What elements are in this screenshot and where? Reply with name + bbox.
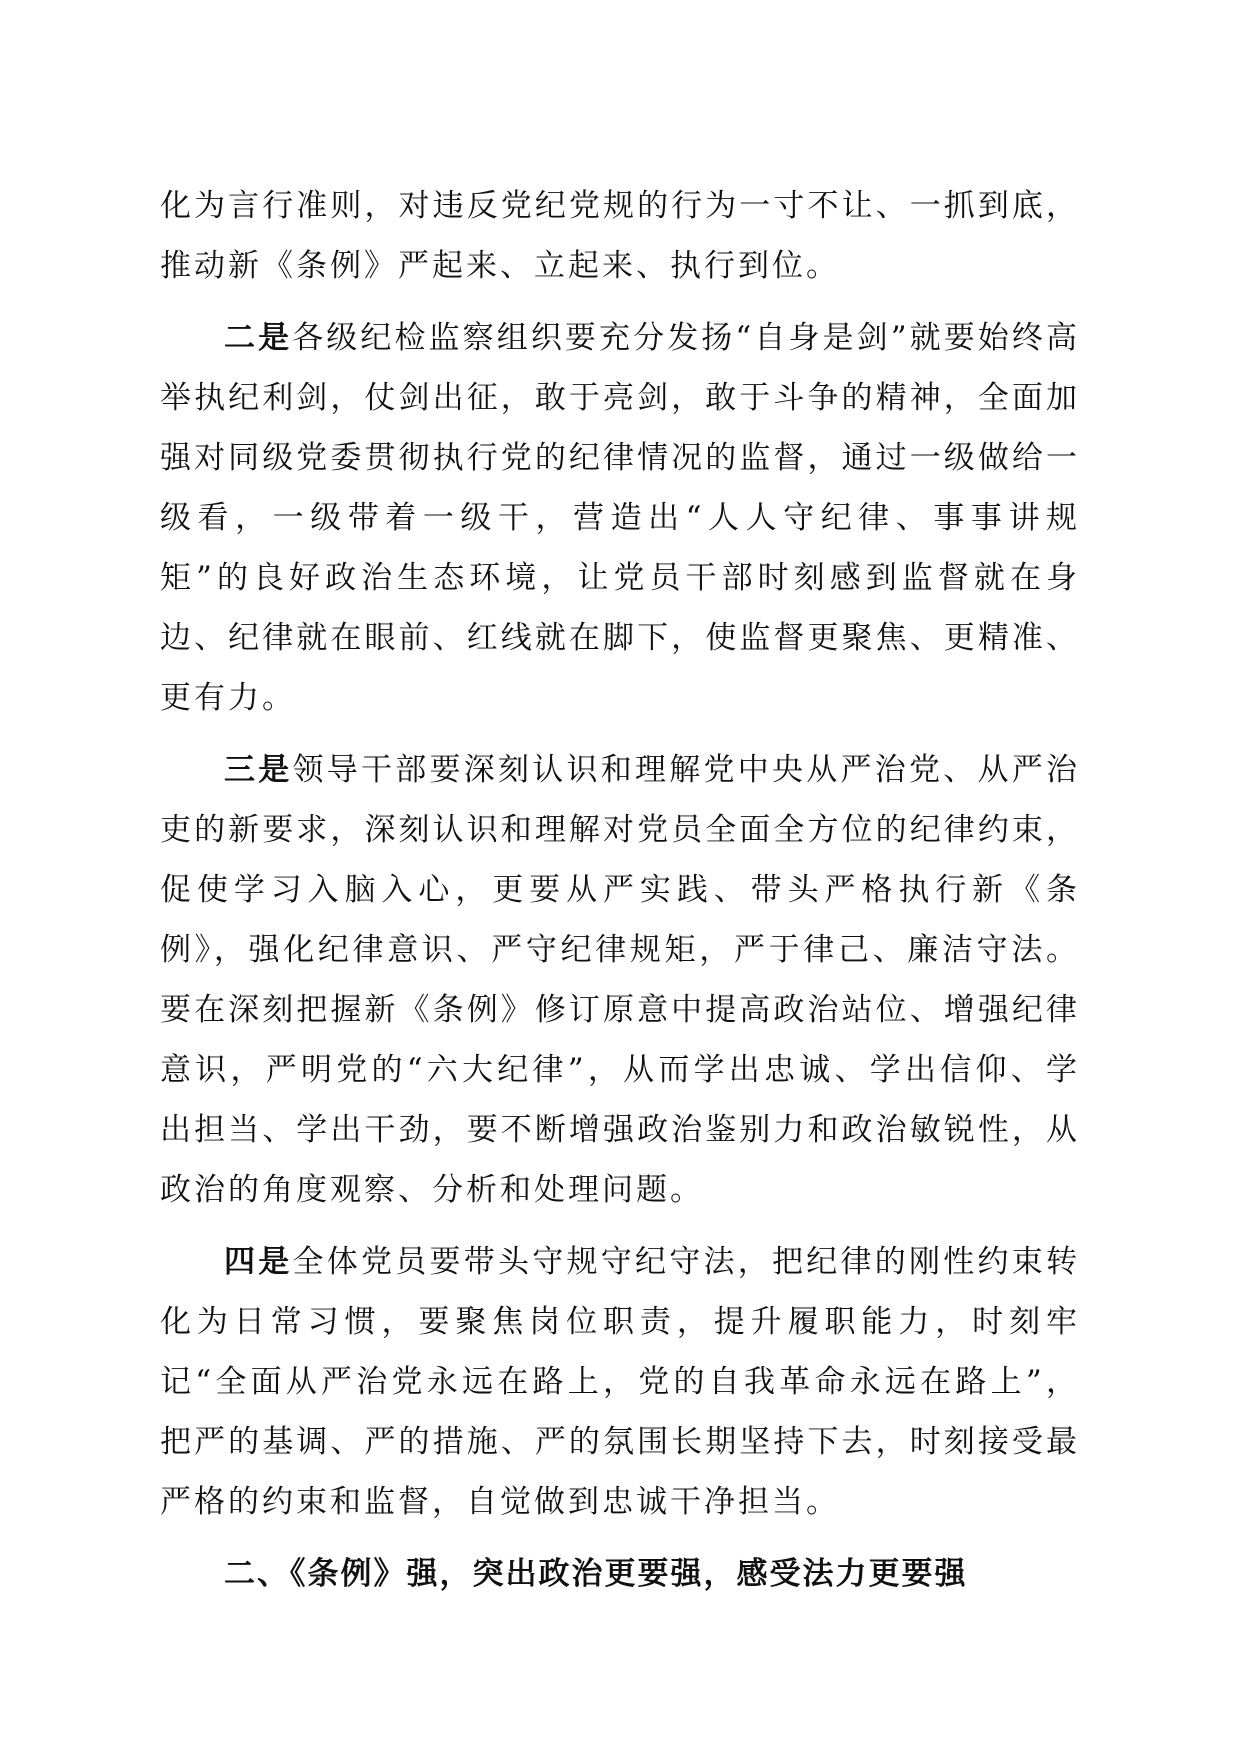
paragraph-text: 领导干部要深刻认识和理解党中央从严治党、从严治吏的新要求，深刻认识和理解对党员全面全方位的纪律约束，促使学习入脑入心，更要从严实践、带头严格执行新《条例》，强化纪律意识、严守纪律规矩，严于律己、廉洁守法。要在深刻把握新《条例》修订原意中提高政治站位、增强纪律意识，严明党的“六大纪律”，从而学出忠诚、学出信仰、学出担当、学出干劲，要不断增强政治鉴别力和政治敏锐性，从政治的角度观察、分析和处理问题。	[160, 752, 1080, 1208]
paragraph-text: 各级纪检监察组织要充分发扬“自身是剑”就要始终高举执纪利剑，仗剑出征，敢于亮剑，敢于斗争的精神，全面加强对同级党委贯彻执行党的纪律情况的监督，通过一级做给一级看，一级带着一级干，营造出“人人守纪律、事事讲规矩”的良好政治生态环境，让党员干部时刻感到监督就在身边、纪律就在眼前、红线就在脚下，使监督更聚焦、更精准、更有力。	[160, 320, 1080, 716]
paragraph-text: 化为言行准则，对违反党纪党规的行为一寸不让、一抓到底，推动新《条例》严起来、立起来、执行到位。	[160, 188, 1080, 284]
paragraph-continuation	[160, 176, 1080, 296]
paragraph-text: 全体党员要带头守规守纪守法，把纪律的刚性约束转化为日常习惯，要聚焦岗位职责，提升履职能力，时刻牢记“全面从严治党永远在路上，党的自我革命永远在路上”，把严的基调、严的措施、严的氛围长期坚持下去，时刻接受最严格的约束和监督，自觉做到忠诚干净担当。	[160, 1244, 1080, 1520]
paragraph-lead: 三是	[224, 752, 293, 788]
paragraph-lead: 二是	[224, 320, 293, 356]
paragraph-point-three	[160, 740, 1080, 1220]
section-heading: 二、《条例》强，突出政治更要强，感受法力更要强	[224, 1556, 968, 1592]
paragraph-lead: 四是	[224, 1244, 293, 1280]
document-body	[160, 176, 1080, 1604]
paragraph-point-two	[160, 308, 1080, 728]
paragraph-point-four	[160, 1232, 1080, 1532]
